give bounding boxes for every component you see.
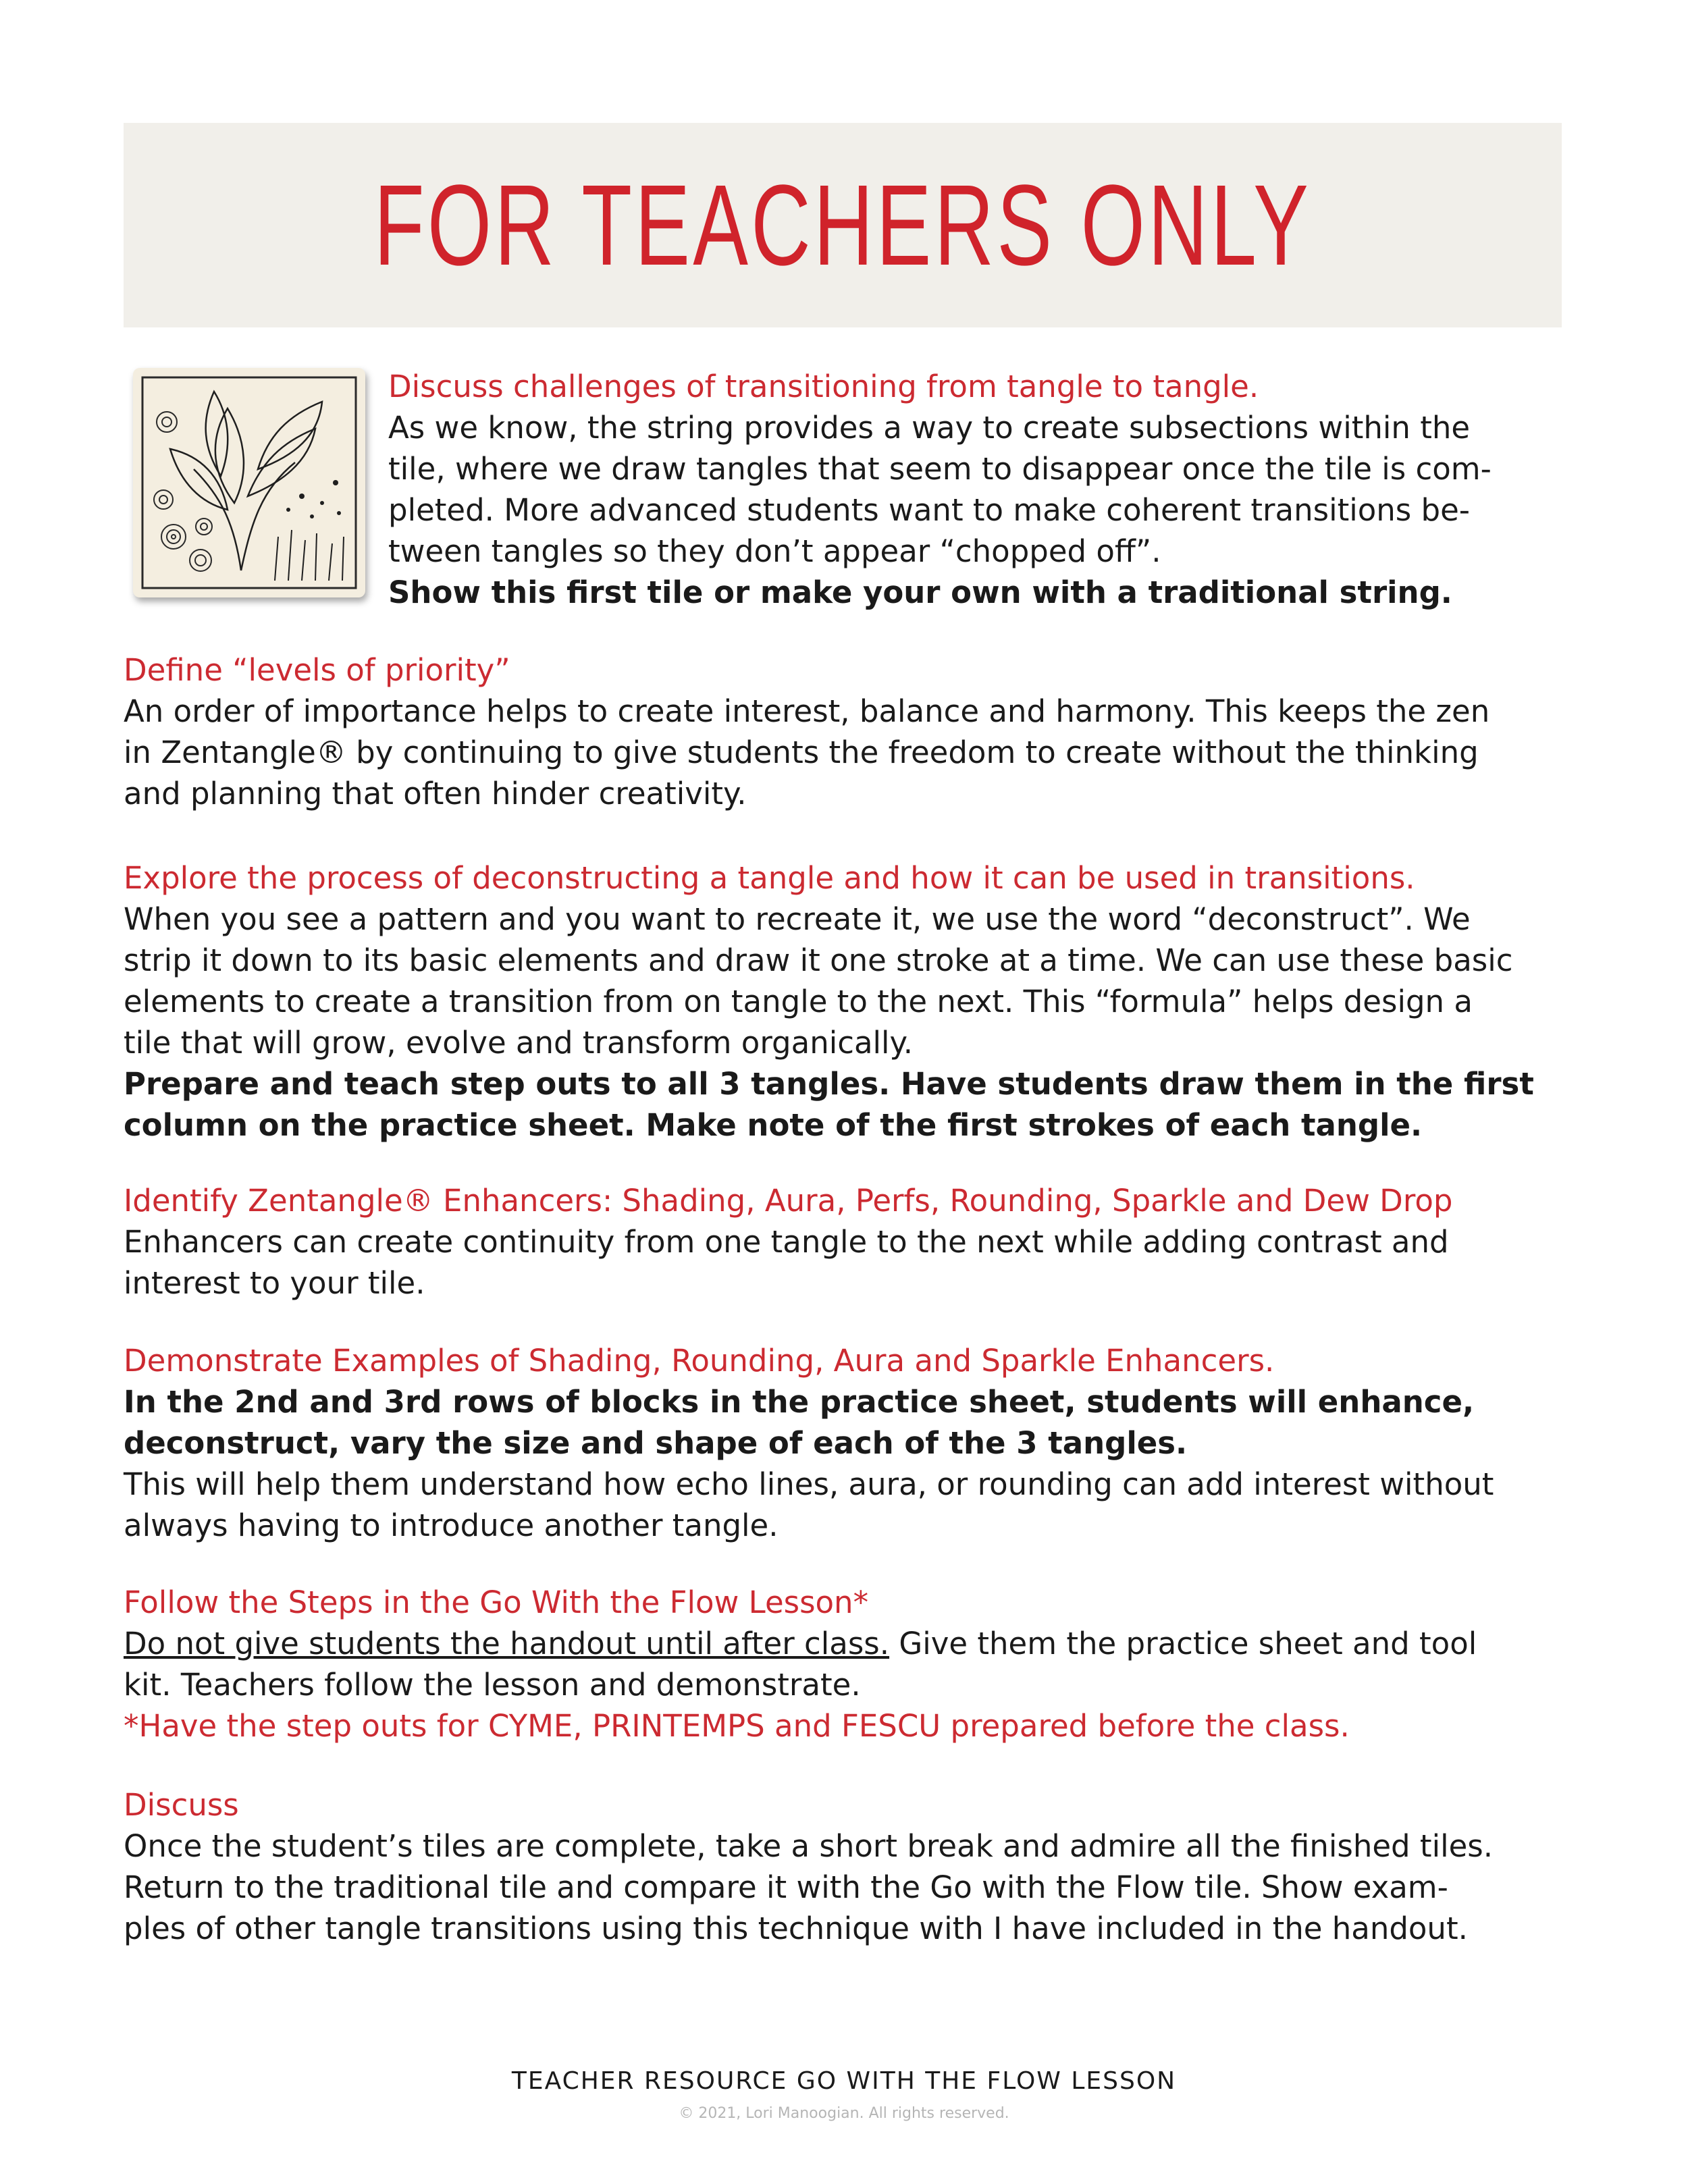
paragraph-text: Give them the practice sheet and tool — [889, 1626, 1477, 1661]
paragraph-line: strip it down to its basic elements and draw it one stroke at a time. We can use these basic — [124, 942, 1513, 978]
paragraph-line: elements to create a transition from on tangle to the next. This “formula” helps design a — [124, 984, 1473, 1019]
section-transitions — [388, 366, 1570, 613]
bold-instruction: Show this first tile or make your own with a traditional string. — [388, 575, 1452, 610]
paragraph-line: pleted. More advanced students want to make coherent transitions be- — [388, 492, 1471, 528]
footer-copyright: © 2021, Lori Manoogian. All rights reserved. — [679, 2105, 1009, 2122]
bold-instruction: column on the practice sheet. Make note of the first strokes of each tangle. — [124, 1107, 1423, 1143]
paragraph-line: When you see a pattern and you want to recreate it, we use the word “deconstruct”. We — [124, 901, 1471, 937]
section-heading: Follow the Steps in the Go With the Flow Lesson* — [124, 1584, 869, 1620]
underlined-note: Do not give students the handout until after class. — [124, 1626, 890, 1661]
paragraph-line: kit. Teachers follow the lesson and demonstrate. — [124, 1667, 861, 1703]
paragraph-line: tile, where we draw tangles that seem to disappear once the tile is com- — [388, 451, 1492, 487]
paragraph-line: ples of other tangle transitions using this technique with I have included in the handout. — [124, 1911, 1468, 1946]
paragraph-line: tile that will grow, evolve and transform organically. — [124, 1025, 914, 1061]
title-banner — [124, 123, 1562, 327]
footer-title: TEACHER RESOURCE GO WITH THE FLOW LESSON — [511, 2067, 1177, 2095]
paragraph-line: always having to introduce another tangle. — [124, 1508, 779, 1543]
red-note: *Have the step outs for CYME, PRINTEMPS and FESCU prepared before the class. — [124, 1708, 1350, 1744]
section-heading: Discuss — [124, 1787, 239, 1823]
paragraph-line: An order of importance helps to create interest, balance and harmony. This keeps the zen — [124, 693, 1490, 729]
section-heading: Identify Zentangle® Enhancers: Shading, Aura, Perfs, Rounding, Sparkle and Dew Drop — [124, 1183, 1453, 1219]
paragraph-line: Once the student’s tiles are complete, take a short break and admire all the finished tiles. — [124, 1828, 1494, 1864]
zentangle-tile-image — [133, 368, 365, 597]
paragraph-line: in Zentangle® by continuing to give students the freedom to create without the thinking — [124, 735, 1479, 770]
section-follow-steps — [124, 1582, 1568, 1747]
section-demonstrate — [124, 1340, 1568, 1546]
section-heading: Define “levels of priority” — [124, 652, 510, 688]
section-levels-of-priority — [124, 649, 1568, 814]
bold-instruction: deconstruct, vary the size and shape of each of the 3 tangles. — [124, 1425, 1188, 1461]
bold-instruction: Prepare and teach step outs to all 3 tangles. Have students draw them in the first — [124, 1066, 1534, 1102]
section-heading: Explore the process of deconstructing a tangle and how it can be used in transitions. — [124, 860, 1415, 896]
paragraph-line: Return to the traditional tile and compare it with the Go with the Flow tile. Show exam- — [124, 1869, 1448, 1905]
paragraph-line: interest to your tile. — [124, 1265, 425, 1301]
section-discuss — [124, 1784, 1568, 1949]
section-heading: Discuss challenges of transitioning from tangle to tangle. — [388, 369, 1259, 404]
section-deconstructing — [124, 857, 1568, 1146]
page-title: FOR TEACHERS ONLY — [373, 161, 1312, 290]
bold-instruction: In the 2nd and 3rd rows of blocks in the practice sheet, students will enhance, — [124, 1384, 1475, 1420]
paragraph-line: Enhancers can create continuity from one tangle to the next while adding contrast and — [124, 1224, 1449, 1260]
paragraph-line — [124, 1623, 1568, 1664]
section-heading: Demonstrate Examples of Shading, Rounding, Aura and Sparkle Enhancers. — [124, 1343, 1275, 1379]
paragraph-line: As we know, the string provides a way to create subsections within the — [388, 410, 1471, 446]
paragraph-line: tween tangles so they don’t appear “chopped off”. — [388, 533, 1161, 569]
paragraph-line: This will help them understand how echo lines, aura, or rounding can add interest without — [124, 1466, 1494, 1502]
section-enhancers — [124, 1180, 1568, 1304]
paragraph-line: and planning that often hinder creativity. — [124, 776, 747, 811]
